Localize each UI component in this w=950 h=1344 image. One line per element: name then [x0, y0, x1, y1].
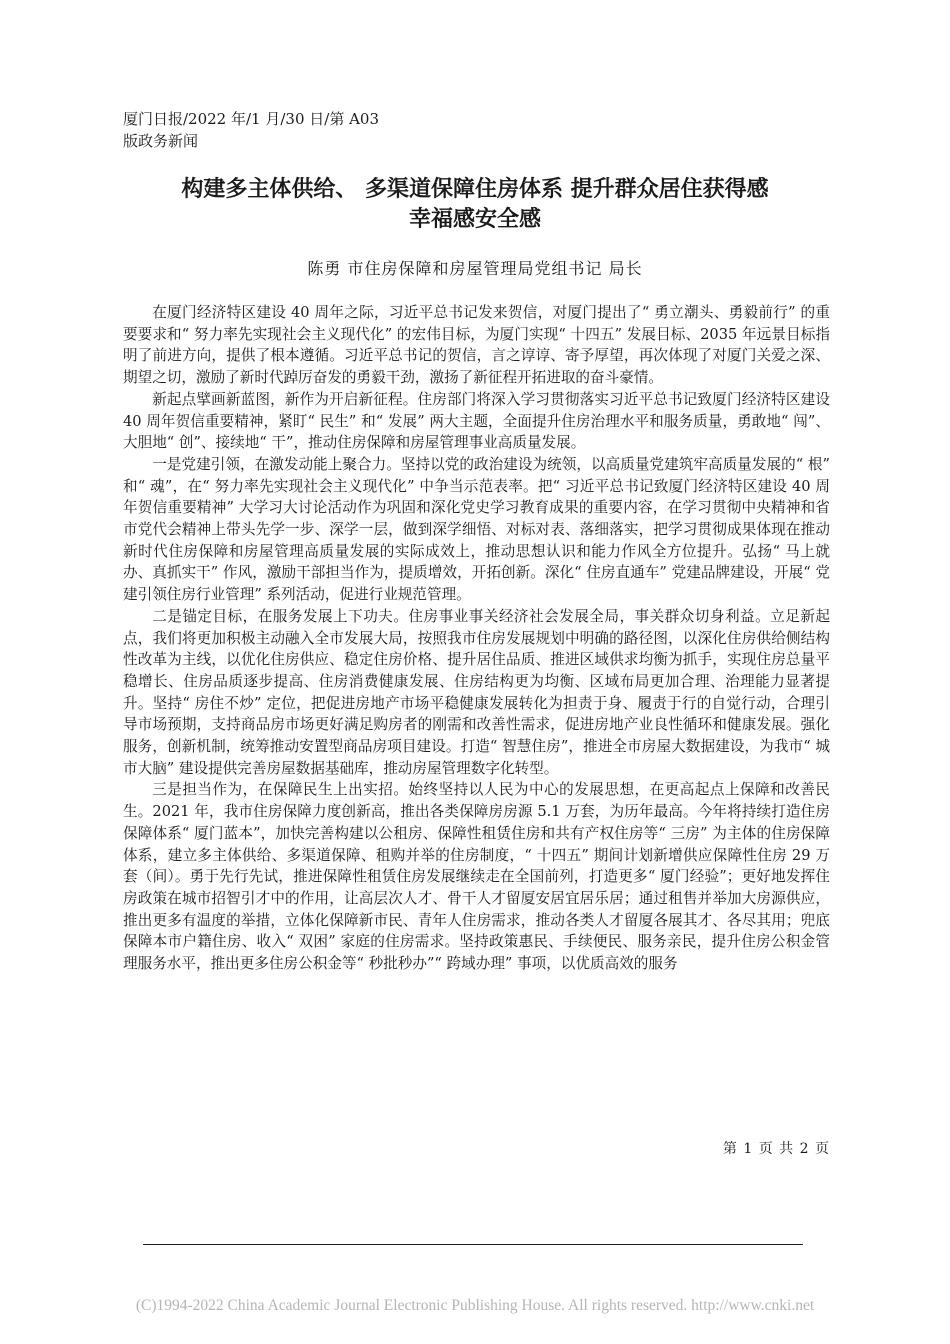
article-body [123, 302, 830, 975]
page-indicator: 第 1 页 共 2 页 [722, 1141, 830, 1157]
source-line-1: 厦门日报/2022 年/1 月/30 日/第 A03 [123, 110, 380, 128]
paragraph: 二是锚定目标，在服务发展上下功夫。住房事业事关经济社会发展全局，事关群众切身利益。立足新起点，我们将更加积极主动融入全市发展大局，按照我市住房发展规划中明确的路径图，以深化住房供给侧结构性改革为主线，以优化住房供应、稳定住房价格、提升居住品质、推进区域供求均衡为抓手，实现住房总量平稳增长、住房品质逐步提高、住房消费健康发展、住房结构更为均衡、区域布局更加合理、治理能力显著提升。坚持“ 房住不炒” 定位，把促进房地产市场平稳健康发展转化为担责于身、履责于行的自觉行动，合理引导市场预期，支持商品房市场更好满足购房者的刚需和改善性需求，促进房地产业良性循环和健康发展。强化服务，创新机制，统筹推动安置型商品房项目建设。打造“ 智慧住房”，推进全市房屋大数据建设，为我市“ 城市大脑” 建设提供完善房屋数据基础库，推动房屋管理数字化转型。 [123, 607, 830, 777]
author-byline: 陈勇 市住房保障和房屋管理局党组书记 局长 [307, 259, 643, 278]
paragraph: 新起点擘画新蓝图，新作为开启新征程。住房部门将深入学习贯彻落实习近平总书记致厦门经济特区建设 40 周年贺信重要精神，紧盯“ 民生” 和“ 发展” 两大主题，全面提升住房治理水平和服务质量，勇敢地“ 闯”、大胆地“ 创”、接续地“ 干”，推动住房保障和房屋管理事业高质量发展。 [123, 390, 830, 452]
source-info [123, 108, 423, 152]
footer-divider [143, 1244, 803, 1245]
paragraph: 一是党建引领，在激发动能上聚合力。坚持以党的政治建设为统领，以高质量党建筑牢高质量发展的“ 根” 和“ 魂”，在“ 努力率先实现社会主义现代化” 中争当示范表率。把“ 习近平总书记致厦门经济特区建设 40 周年贺信重要精神” 大学习大讨论活动作为巩固和深化党史学习教育成果的重要内容，在学习贯彻中央精神和省市党代会精神上带头先学一步、深学一层，做到深学细悟、对标对表、落细落实，把学习贯彻成果体现在推动新时代住房保障和房屋管理高质量发展的实际成效上，推动思想认识和能力作风全方位提升。弘扬“ 马上就办、真抓实干” 作风，激励干部担当作为，提质增效，开拓创新。深化“ 住房直通车” 党建品牌建设，开展“ 党建引领住房行业管理” 系列活动，促进行业规范管理。 [123, 455, 830, 604]
article-title [120, 175, 830, 235]
paragraph: 三是担当作为，在保障民生上出实招。始终坚持以人民为中心的发展思想，在更高起点上保障和改善民生。2021 年，我市住房保障力度创新高，推出各类保障房房源 5.1 万套，为历年最高。今年将持续打造住房保障体系“ 厦门蓝本”，加快完善构建以公租房、保障性租赁住房和共有产权住房等“ 三房” 为主体的住房保障体系，建立多主体供给、多渠道保障、租购并举的住房制度，“ 十四五” 期间计划新增供应保障性住房 29 万套（间）。勇于先行先试，推进保障性租赁住房发展继续走在全国前列，打造更多“ 厦门经验”；更好地发挥住房政策在城市招智引才中的作用，让高层次人才、骨干人才留厦安居宜居乐居；通过租售并举加大房源供应，推出更多有温度的举措，立体化保障新市民、青年人住房需求，推动各类人才留厦各展其才、各尽其用；兜底保障本市户籍住房、收入“ 双困” 家庭的住房需求。坚持政策惠民、手续便民、服务亲民，提升住房公积金管理服务水平，推出更多住房公积金等“ 秒批秒办”“ 跨域办理” 事项，以优质高效的服务 [123, 781, 830, 973]
paragraph: 在厦门经济特区建设 40 周年之际，习近平总书记发来贺信，对厦门提出了“ 勇立潮头、勇毅前行” 的重要要求和“ 努力率先实现社会主义现代化” 的宏伟目标，为厦门实现“ 十四五” 发展目标、2035 年远景目标指明了前进方向，提供了根本遵循。习近平总书记的贺信，言之谆谆、寄予厚望，再次体现了对厦门关爱之深、期望之切，激励了新时代踔厉奋发的勇毅干劲，激扬了新征程开拓进取的奋斗豪情。 [123, 304, 830, 387]
source-line-2: 版政务新闻 [123, 132, 199, 150]
article-title-line-2: 幸福感安全感 [408, 207, 541, 232]
article-title-line-1: 构建多主体供给、 多渠道保障住房体系 提升群众居住获得感 [181, 177, 769, 202]
copyright-notice: (C)1994-2022 China Academic Journal Electronic Publishing House. All rights reserved. http://www.cnki.net [135, 1297, 815, 1314]
